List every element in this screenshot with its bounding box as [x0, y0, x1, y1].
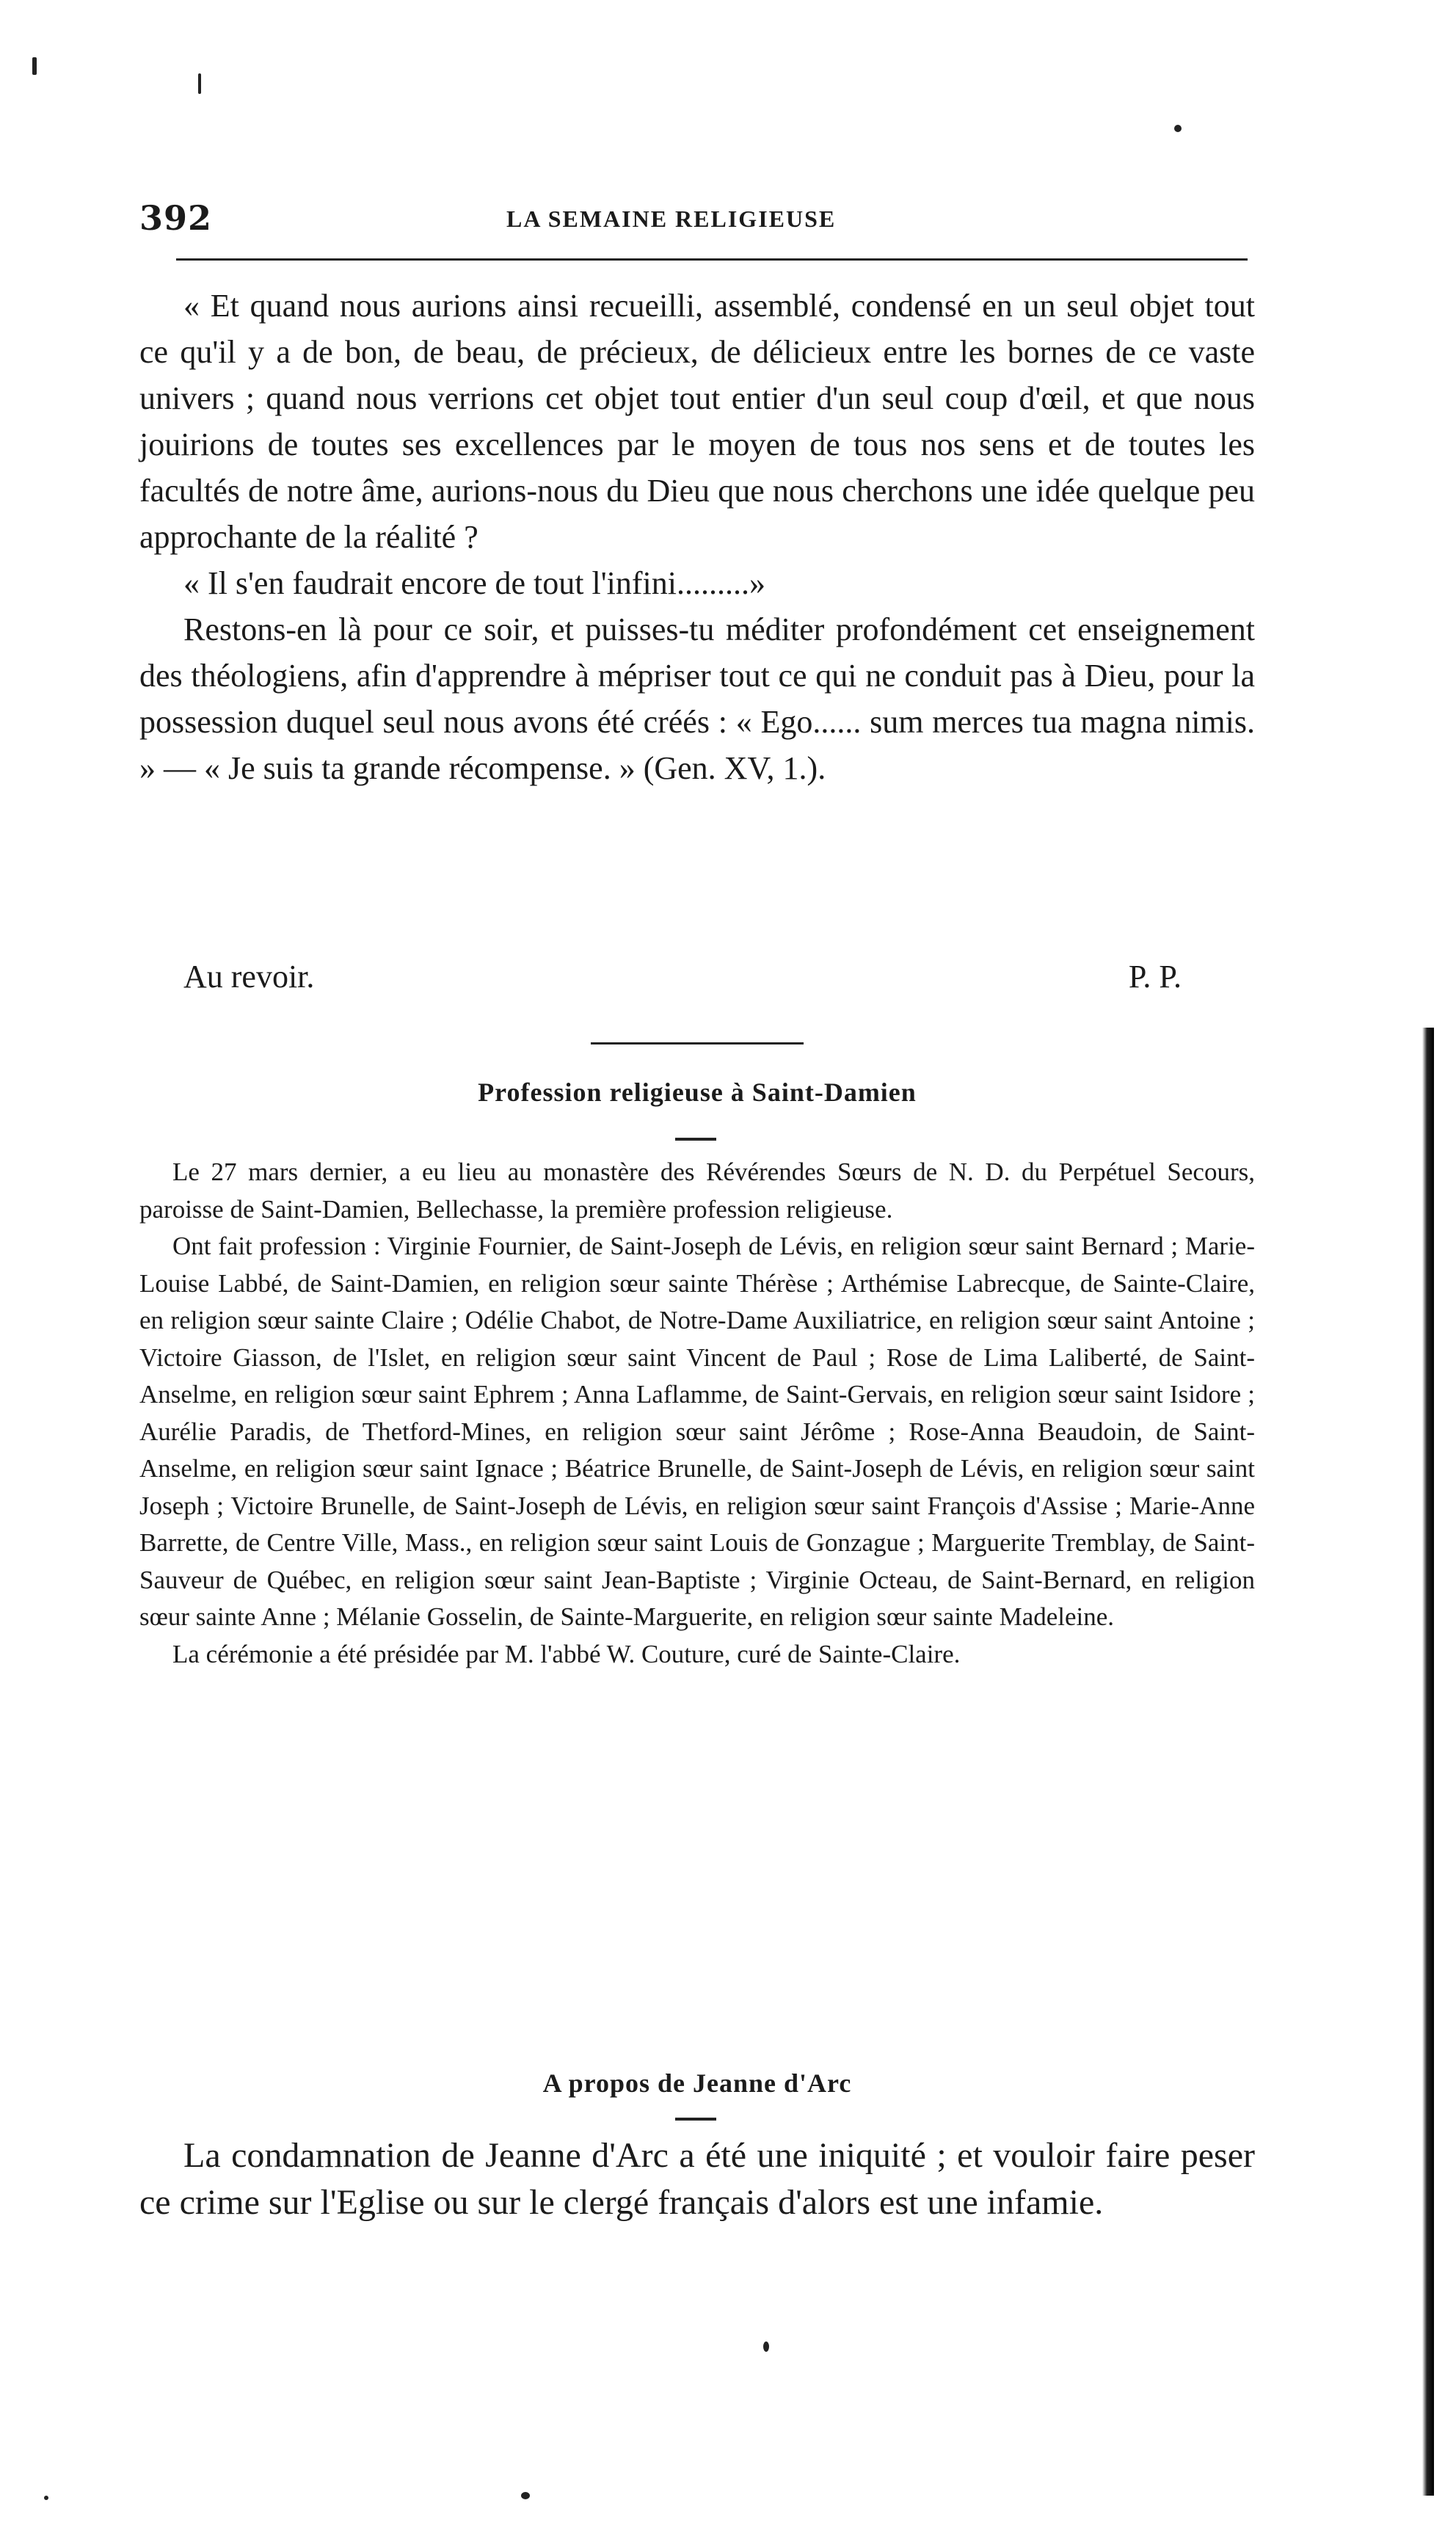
scan-speck [763, 2341, 769, 2352]
section-divider [591, 1042, 804, 1044]
page-header [139, 198, 1255, 242]
article-profession [139, 1154, 1255, 1673]
paragraph: La condamnation de Jeanne d'Arc a été une iniquité ; et vouloir faire peser ce crime sur l'Eglise ou sur le clergé français d'alors est une infamie. [139, 2136, 1255, 2222]
section-title: A propos de Jeanne d'Arc [542, 2068, 852, 2098]
paragraph: « Et quand nous aurions ainsi recueilli, assemblé, condensé en un seul objet tout ce qu'il y a de bon, de beau, de précieux, de délicieux entre les bornes de ce vaste univers ; quand nous verrions cet objet tout entier d'un seul coup d'œil, et que nous jouirions de toutes ses excellences par le moyen de tous nos sens et de toutes les facultés de notre âme, aurions-nous du Dieu que nous cherchons une idée quelque peu approchante de la réalité ? [139, 288, 1255, 555]
article-jeanne-darc [139, 2132, 1255, 2226]
scan-speck [198, 73, 201, 94]
header-rule [176, 258, 1248, 261]
running-title: LA SEMAINE RELIGIEUSE [506, 206, 837, 232]
closing: Au revoir. [183, 959, 315, 995]
paragraph: La cérémonie a été présidée par M. l'abbé W. Couture, curé de Sainte-Claire. [172, 1639, 961, 1668]
scan-speck [1174, 125, 1182, 132]
scan-speck [44, 2496, 48, 2500]
scan-speck [32, 57, 37, 75]
paragraph: « Il s'en faudrait encore de tout l'infini.........» [183, 565, 765, 601]
signature: P. P. [1128, 959, 1182, 995]
page-number: 392 [139, 198, 213, 238]
paragraph: Restons-en là pour ce soir, et puisses-tu méditer profondément cet enseignement des théologiens, afin d'apprendre à mépriser tout ce qui ne conduit pas à Dieu, pour la possession duquel seul nous avons été créés : « Ego...... sum merces tua magna nimis. » — « Je suis ta grande récompense. » (Gen. XV, 1.). [139, 611, 1255, 786]
section-title: Profession religieuse à Saint-Damien [478, 1078, 917, 1107]
scan-speck [521, 2492, 530, 2499]
article-continuation [139, 283, 1255, 791]
title-rule [675, 2118, 716, 2121]
paragraph: Le 27 mars dernier, a eu lieu au monastère des Révérendes Sœurs de N. D. du Perpétuel Secours, paroisse de Saint-Damien, Bellechasse, la première profession religieuse. [139, 1158, 1255, 1224]
paragraph: Ont fait profession : Virginie Fournier, de Saint-Joseph de Lévis, en religion sœur saint Bernard ; Marie-Louise Labbé, de Saint-Damien, en religion sœur sainte Thérèse ; Arthémise Labrecque, de Sainte-Claire, en religion sœur sainte Claire ; Odélie Chabot, de Notre-Dame Auxiliatrice, en religion sœur saint Antoine ; Victoire Giasson, de l'Islet, en religion sœur saint Vincent de Paul ; Rose de Lima Laliberté, de Saint-Anselme, en religion sœur saint Ephrem ; Anna Laflamme, de Saint-Gervais, en religion sœur saint Isidore ; Aurélie Paradis, de Thetford-Mines, en religion sœur saint Jérôme ; Rose-Anna Beaudoin, de Saint-Anselme, en religion sœur saint Ignace ; Béatrice Brunelle, de Saint-Joseph de Lévis, en religion sœur saint Joseph ; Victoire Brunelle, de Saint-Joseph de Lévis, en religion sœur saint François d'Assise ; Marie-Anne Barrette, de Centre Ville, Mass., en religion sœur saint Louis de Gonzague ; Marguerite Tremblay, de Saint-Sauveur de Québec, en religion sœur saint Jean-Baptiste ; Virginie Octeau, de Saint-Bernard, en religion sœur sainte Anne ; Mélanie Gosselin, de Sainte-Marguerite, en religion sœur sainte Madeleine. [139, 1232, 1255, 1631]
title-rule [675, 1138, 716, 1141]
page-binding-edge [1422, 1028, 1434, 2496]
